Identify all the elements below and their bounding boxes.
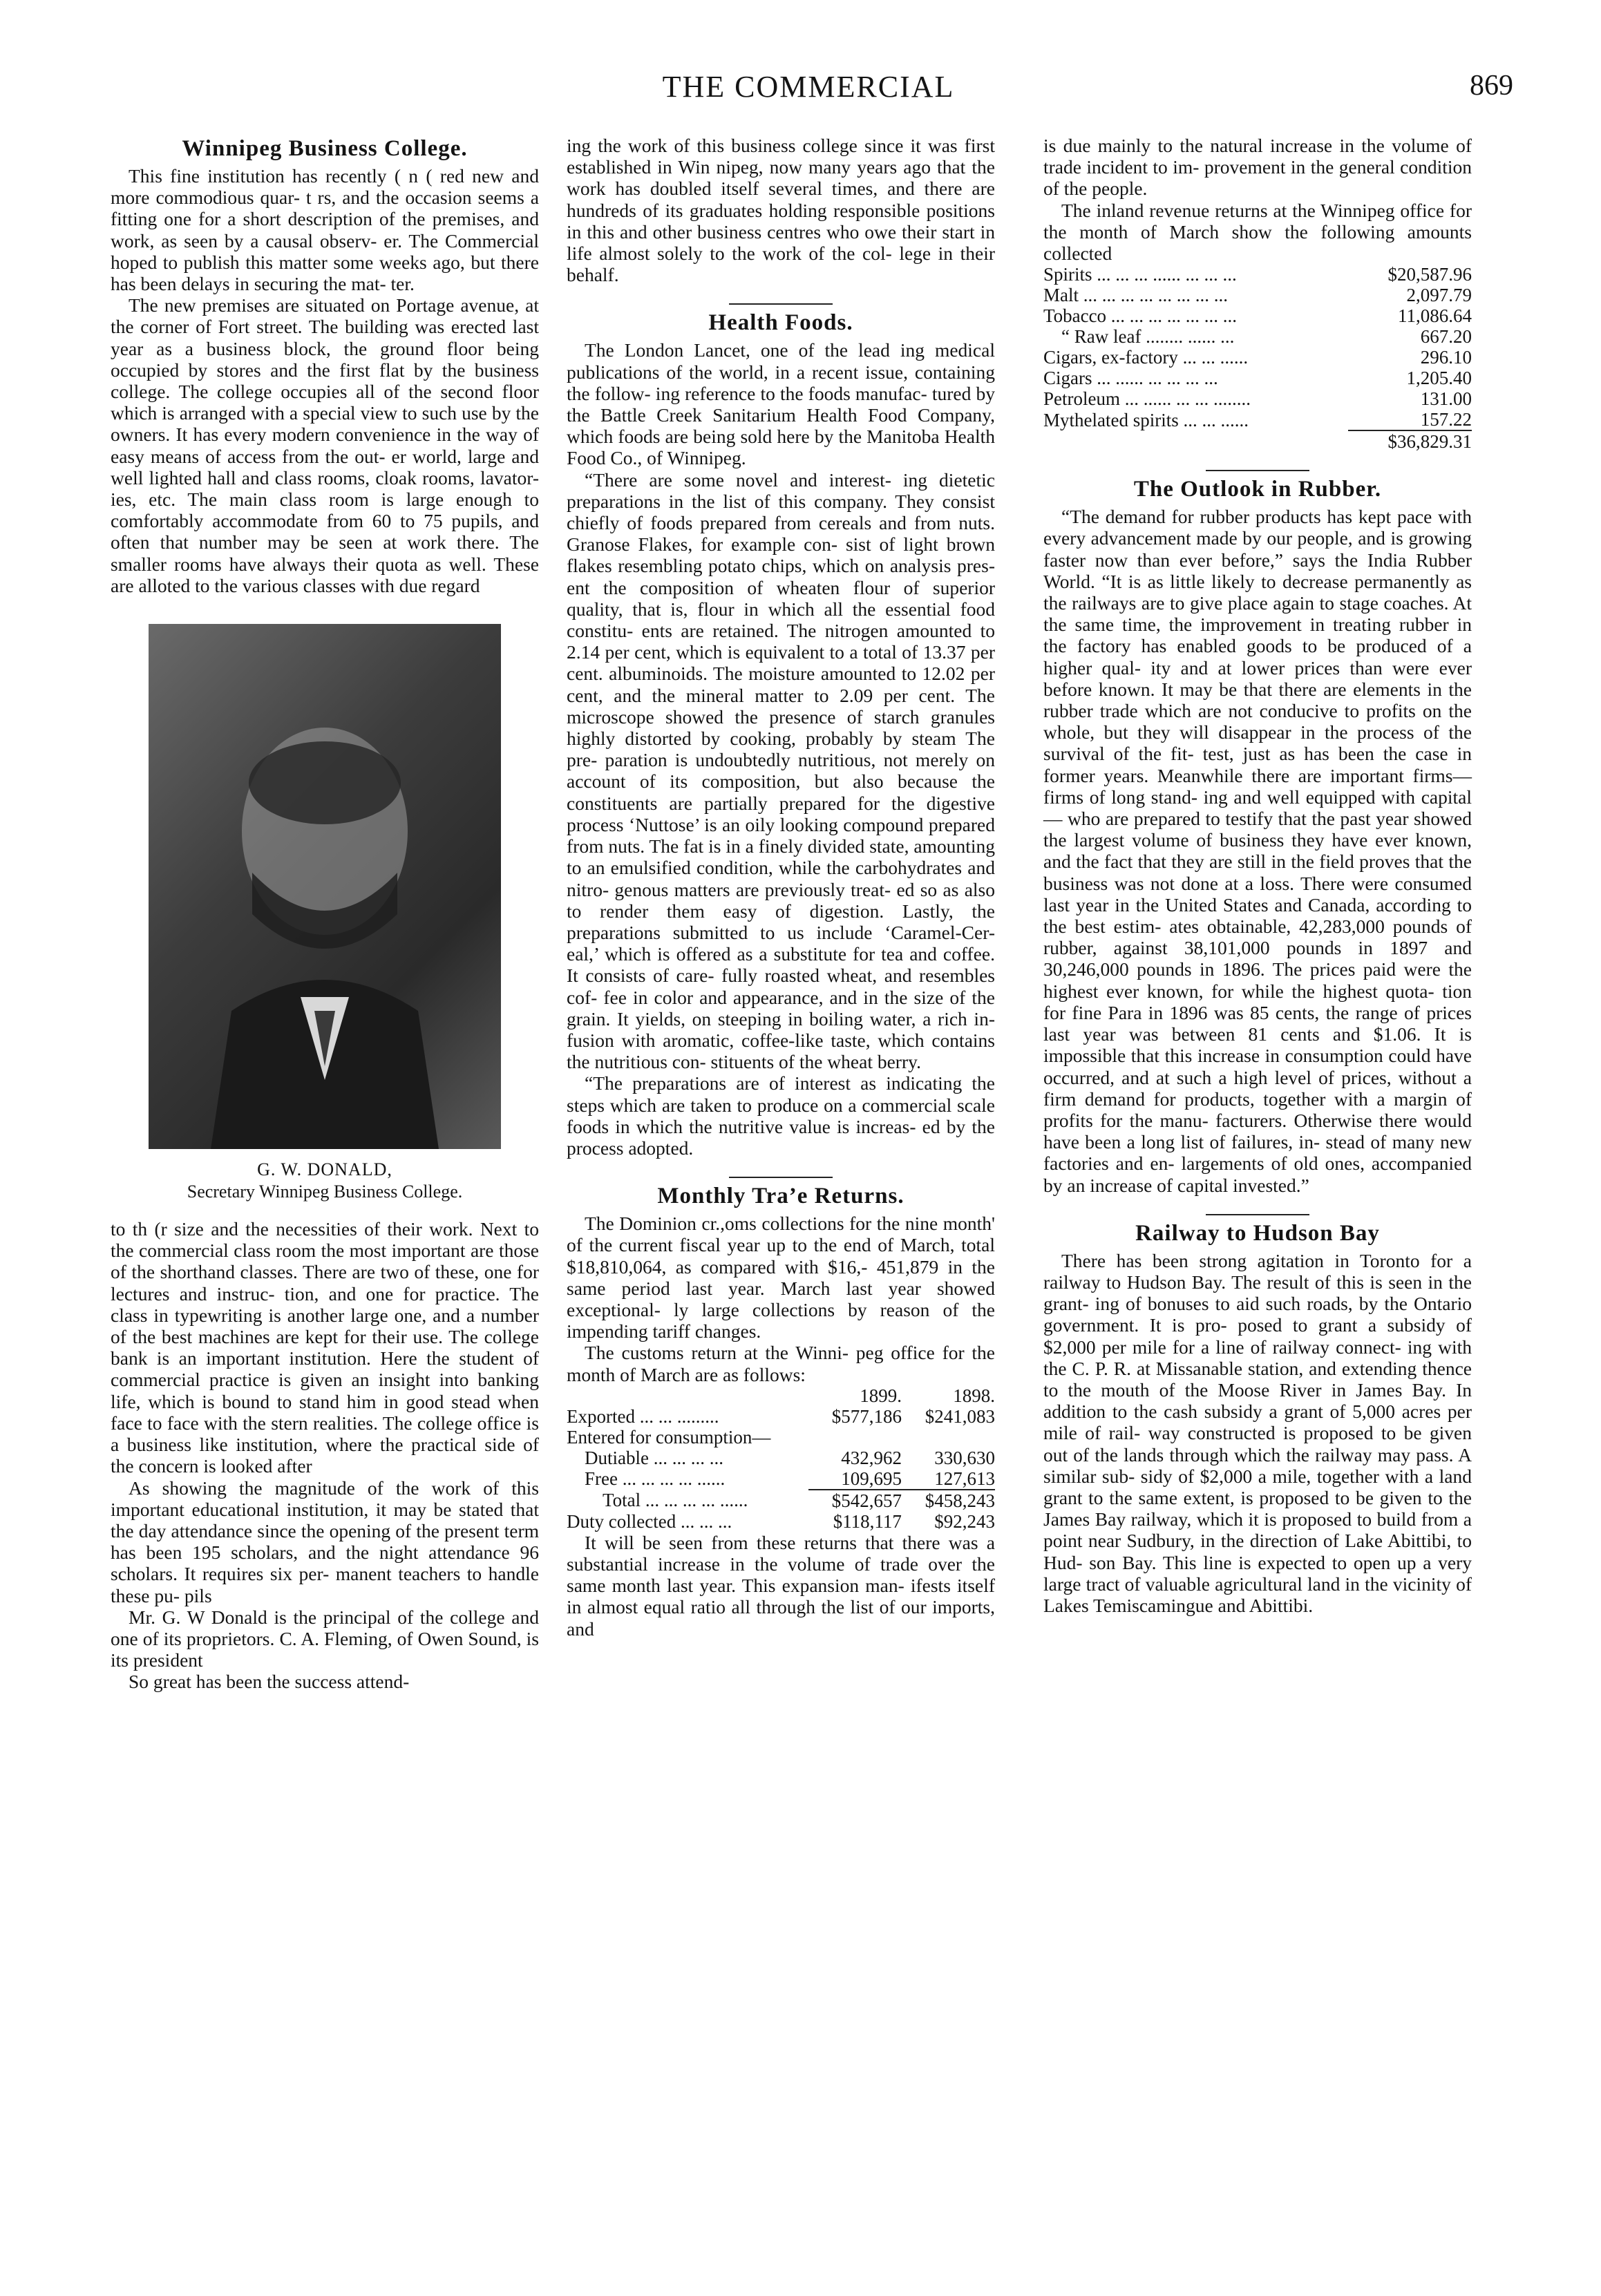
paragraph: to th (r size and the necessities of their work. Next to the commercial class room the most important are those of the shorthand classes. There are two of these, one for lectures and instruc- tion, and one for practice. The class in typewriting is another large one, and a number of the best machines are kept for their use. The college bank is an important institution. Here the student of commercial practice is given an insight into banking life, which is bound to stand him in good stead when face to face with the stern realities. The college office is a business like institution, where the practical side of the concern is looked after bbox=[111, 1218, 539, 1477]
portrait-photo bbox=[149, 624, 501, 1149]
cell-value: $241,083 bbox=[925, 1405, 995, 1427]
paragraph: This fine institution has recently ( n ( red new and more commodious quar- t rs, and the occasion seems a fitting one for a short description of the premises, and work, as seen by a causal observ- er. The Commercial hoped to publish this matter some weeks ago, but there has been delays in securing the mat- ter. bbox=[111, 165, 539, 295]
masthead: THE COMMERCIAL bbox=[662, 70, 955, 104]
table-row bbox=[567, 1511, 995, 1532]
cell-value: $542,657 bbox=[808, 1490, 902, 1511]
cell-value: 667.20 bbox=[1420, 326, 1472, 348]
paragraph: “The preparations are of interest as indicating the steps which are taken to produce on a commercial scale foods in which the nutritive value is increas- ed by the process adopted. bbox=[567, 1072, 995, 1159]
article-title: The Outlook in Rubber. bbox=[1133, 477, 1382, 502]
cell-value: $20,587.96 bbox=[1387, 264, 1472, 285]
cell-value: $458,243 bbox=[902, 1490, 995, 1511]
article-continuation bbox=[567, 135, 995, 285]
table-row bbox=[1043, 368, 1472, 388]
caption-name: G. W. DONALD, bbox=[257, 1159, 392, 1180]
paragraph: As showing the magnitude of the work of this important educational institution, it may be stated that the day attendance since the opening of the present term has been 195 scholars, and the night attendance 96 scholars. It requires six per- manent teachers to handle these pu- pils bbox=[111, 1477, 539, 1606]
article-continuation bbox=[1043, 135, 1472, 452]
year-header: 1898. bbox=[953, 1385, 995, 1406]
table-row bbox=[567, 1406, 995, 1427]
row-label: Malt ... ... ... ... ... ... ... ... bbox=[1043, 285, 1228, 306]
table-row bbox=[567, 1490, 995, 1511]
cell-value: $577,186 bbox=[831, 1405, 902, 1427]
paragraph: ing the work of this business college since it was first established in Win nipeg, now many years ago that the work has doubled itself several times, and there are hundreds of its graduates holding responsible positions in this and other business centres who owe their start in life almost solely to the work of the col- lege in their behalf. bbox=[567, 135, 995, 286]
cell-value: 2,097.79 bbox=[1406, 285, 1472, 306]
row-label: Spirits ... ... ... ...... ... ... ... bbox=[1043, 264, 1237, 285]
section-rule bbox=[729, 1177, 833, 1178]
article-outlook-in-rubber bbox=[1043, 475, 1472, 1196]
section-rule bbox=[1206, 470, 1309, 471]
article-railway-to-hudson-bay bbox=[1043, 1220, 1472, 1616]
customs-returns-table bbox=[567, 1385, 995, 1532]
table-row bbox=[1043, 264, 1472, 285]
cell-value: 127,613 bbox=[934, 1468, 995, 1489]
row-label: Mythelated spirits ... ... ...... bbox=[1043, 409, 1249, 430]
table-row bbox=[567, 1448, 995, 1468]
cell-value: 330,630 bbox=[934, 1447, 995, 1468]
running-head bbox=[104, 69, 1513, 117]
row-label: Duty collected ... ... ... bbox=[567, 1510, 732, 1532]
row-label: Dutiable ... ... ... ... bbox=[585, 1447, 723, 1468]
row-label: Entered for consumption— bbox=[567, 1426, 771, 1448]
row-label: Cigars ... ...... ... ... ... ... bbox=[1043, 368, 1218, 389]
paragraph: The customs return at the Winni- peg office for the month of March are as follows: bbox=[567, 1342, 995, 1385]
table-row bbox=[1043, 326, 1472, 347]
cell-value: $92,243 bbox=[934, 1510, 995, 1532]
article-health-foods bbox=[567, 309, 995, 1159]
table-row bbox=[1043, 388, 1472, 409]
paragraph: It will be seen from these returns that there was a substantial increase in the volume of trade over the same month last year. This expansion man- ifests itself in almost equal ratio all through the list of our imports, and bbox=[567, 1531, 995, 1640]
table-row bbox=[1043, 285, 1472, 305]
article-monthly-trade-returns bbox=[567, 1182, 995, 1640]
table-row bbox=[1043, 409, 1472, 430]
caption-role: Secretary Winnipeg Business College. bbox=[187, 1182, 463, 1202]
paragraph: So great has been the success attend- bbox=[129, 1671, 410, 1693]
paragraph: There has been strong agitation in Toronto for a railway to Hudson Bay. The result of this is seen in the grant- ing of bonuses to aid such roads, by the Ontario government. It is pro- posed to grant a subsidy of $2,000 per mile for a line of railway connect- ing with the C. P. R. at Missanable station, and extending thence to the mouth of the Moose River in James Bay. In addition to the cash subsidy a grant of 5,000 acres per mile of rail- way constructed is proposed to be given out of the lands through which the railway may pass. A similar sub- sidy of $2,000 a mile, together with a land grant to the same extent, is proposed to be given to the James Bay railway, which it is proposed to build from a point near Sudbury, in the direction of Lake Abittibi, to Hud- son Bay. This line is expected to open up a very large tract of valuable agricultural land in the vicinity of Lakes Temiscamingue and Abittibi. bbox=[1043, 1249, 1472, 1616]
row-label: Total ... ... ... ... ...... bbox=[603, 1490, 748, 1511]
cell-value: 157.22 bbox=[1420, 409, 1472, 430]
row-label: Tobacco ... ... ... ... ... ... ... bbox=[1043, 305, 1238, 327]
section-rule bbox=[1206, 1214, 1309, 1215]
row-label: Free ... ... ... ... ...... bbox=[585, 1468, 726, 1490]
column-3 bbox=[1043, 135, 1472, 1634]
article-title: Winnipeg Business College. bbox=[182, 136, 468, 161]
table-row bbox=[567, 1468, 995, 1490]
row-label: Exported ... ... ......... bbox=[567, 1405, 719, 1427]
total-value: $36,829.31 bbox=[1348, 430, 1472, 452]
cell-value: 432,962 bbox=[841, 1447, 902, 1468]
table-row bbox=[1043, 430, 1472, 452]
column-2 bbox=[567, 135, 995, 1658]
cell-value: 11,086.64 bbox=[1398, 305, 1472, 327]
paragraph: The inland revenue returns at the Winnipeg office for the month of March show the following amounts collected bbox=[1043, 199, 1472, 265]
table-row bbox=[1043, 305, 1472, 326]
portrait-illustration bbox=[149, 624, 501, 1149]
paragraph: The Dominion cr.,oms collections for the nine month' of the current fiscal year up to the end of March, total $18,810,064, as compared with $16,- 451,879 in the same period last year. March last year showed exceptional- ly large collections by reason of the impending tariff changes. bbox=[567, 1213, 995, 1343]
article-winnipeg-business-college bbox=[111, 135, 539, 1693]
cell-value: $118,117 bbox=[833, 1510, 902, 1532]
article-title: Railway to Hudson Bay bbox=[1135, 1220, 1380, 1246]
article-title: Monthly Tra’e Returns. bbox=[657, 1184, 904, 1209]
article-title: Health Foods. bbox=[708, 310, 853, 336]
table-row bbox=[567, 1385, 995, 1406]
table-row bbox=[567, 1427, 995, 1448]
page-number: 869 bbox=[1470, 70, 1513, 102]
paragraph: is due mainly to the natural increase in the volume of trade incident to im- provement in the general condition of the people. bbox=[1043, 135, 1472, 200]
paragraph: “The demand for rubber products has kept pace with every advancement made by our people, and is growing faster now than ever before,” says the India Rubber World. “It is as little likely to decrease permanently as the railways are to give place again to stage coaches. At the same time, the improvement in treating rubber in the factory has enabled goods to be produced of a higher qual- ity and at lower prices than were ever before known. It may be that there are elements in the rubber trade which are not conducive to profits on the whole, but they will disappear in the process of the survival of the fit- test, just as has been the case in former years. Meanwhile there are important firms—firms of long stand- ing and well equipped with capital— who are prepared to testify that the past year showed the largest volume of business they have ever known, and the fact that they are still in the field proves that the business was not done at a loss. There were consumed last year in the United States and Canada, according to the best estim- ates obtainable, 42,283,000 pounds of rubber, against 38,101,000 pounds in 1897 and 30,246,000 pounds in 1896. The prices paid were the highest ever known, for while the highest quota- tion for fine Para in 1896 was 85 cents, the range of prices last year was between 81 cents and $1.06. It is impossible that this increase in consumption could have occurred, and at such a high level of prices, without a firm demand for products, together with a margin of profits for the manu- facturers. Otherwise there would have been a long list of failures, in- stead of many new factories and en- largements of old ones, accompanied by an increase of capital invested.” bbox=[1043, 506, 1472, 1196]
paragraph: Mr. G. W Donald is the principal of the college and one of its proprietors. C. A. Fleming, of Owen Sound, is its president bbox=[111, 1606, 539, 1671]
column-1 bbox=[111, 135, 539, 1711]
portrait-caption bbox=[111, 1159, 539, 1203]
row-label: Cigars, ex-factory ... ... ...... bbox=[1043, 347, 1249, 368]
cell-value: 109,695 bbox=[841, 1468, 902, 1489]
cell-value: 296.10 bbox=[1420, 347, 1472, 368]
paragraph: The London Lancet, one of the lead ing medical publications of the world, in a recent issue, containing the follow- ing reference to the foods manufac- tured by the Battle Creek Sanitarium Health Food Company, which foods are being sold here by the Manitoba Health Food Co., of Winnipeg. bbox=[567, 339, 995, 469]
section-rule bbox=[729, 303, 833, 305]
row-label: “ Raw leaf ........ ...... ... bbox=[1061, 326, 1235, 348]
paragraph: The new premises are situated on Portage avenue, at the corner of Fort street. The building was erected last year as a business block, the ground floor being occupied by stores and the first flat by the business college. The college occupies all of the second floor which is arranged with a special view to such use by the owners. It has every modern convenience in the way of easy means of access from the out- er world, large and well lighted hall and class rooms, cloak rooms, lavator- ies, etc. The main class room is large enough to comfortably accommodate from 60 to 75 pupils, and often that number may be seen at work there. The smaller rooms have always their quota as well. These are alloted to the various classes with due regard bbox=[111, 294, 539, 596]
row-label: Petroleum ... ...... ... ... ........ bbox=[1043, 388, 1251, 410]
year-header: 1899. bbox=[860, 1385, 902, 1406]
paragraph: “There are some novel and interest- ing dietetic preparations in the list of this company. They consist chiefly of foods prepared from cereals and from nuts. Granose Flakes, for example con- sist of light brown flakes resembling potato chips, which on analysis pres- ent the composition of wheaten flour of superior quality, that is, flour in which all the essential food constitu- ents are retained. The nitrogen amounted to 2.14 per cent, which is equivalent to a total of 13.37 per cent. albuminoids. The moisture amounted to 12.02 per cent, and the mineral matter to 2.09 per cent. The microscope showed the presence of starch granules highly distorted by cooking, probably by steam The pre- paration is undoubtedly nutritious, not merely on account of its composition, but also because the constituents are partially prepared for the digestive process ‘Nuttose’ is an oily looking compound prepared from nuts. The fat is in a finely divided state, amounting to an emulsified condition, while the carbohydrates and nitro- genous matters are previously treat- ed so as also to render them easy of digestion. Lastly, the preparations submitted to us include ‘Caramel-Cer- eal,’ which is offered as a substitute for tea and coffee. It consists of care- fully roasted wheat, and resembles cof- fee in color and appearance, and in the size of the grain. It yields, on steeping in boiling water, a rich in- fusion with aromatic, coffee-like taste, which contains the nutritious con- stituents of the wheat berry. bbox=[567, 468, 995, 1073]
table-row bbox=[1043, 347, 1472, 368]
cell-value: 1,205.40 bbox=[1406, 368, 1472, 389]
inland-revenue-table bbox=[1043, 264, 1472, 452]
cell-value: 131.00 bbox=[1420, 388, 1472, 410]
